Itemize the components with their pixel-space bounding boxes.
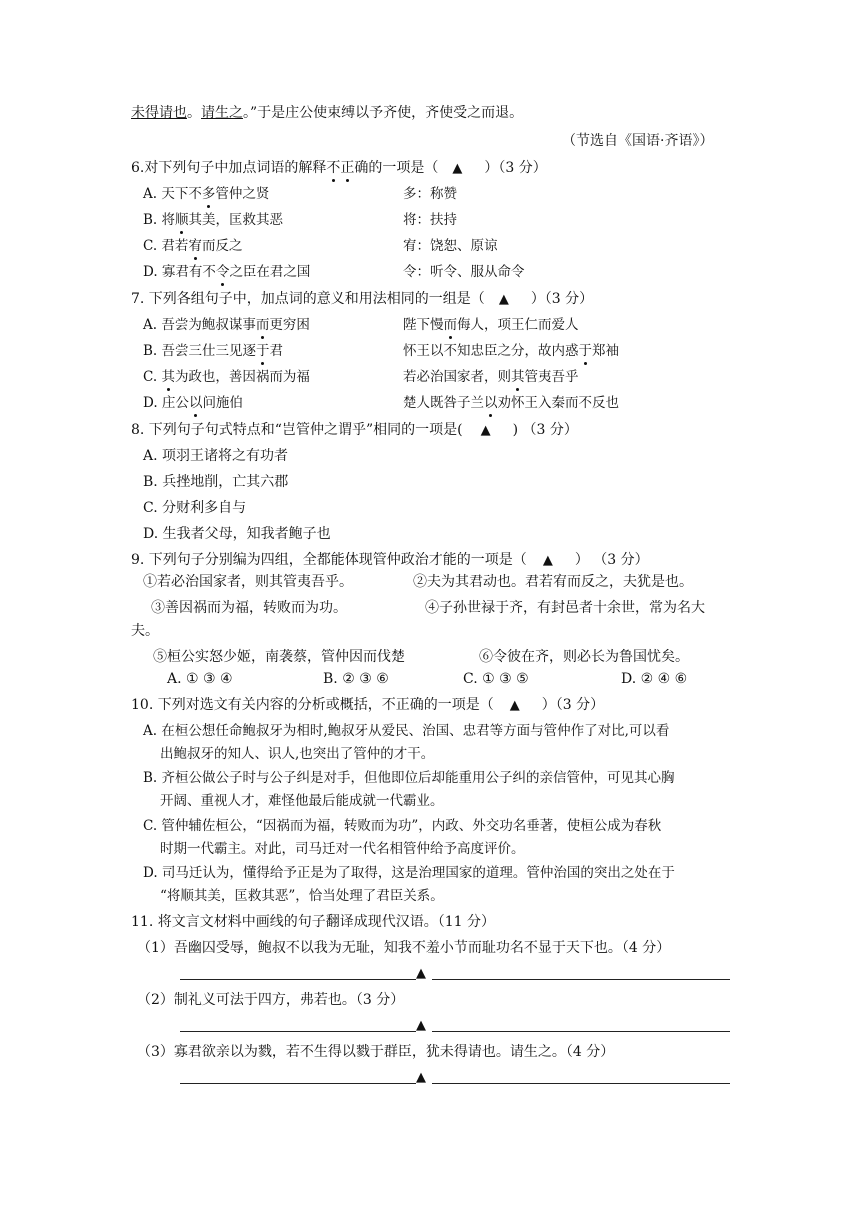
answer-triangle-icon: ▲: [542, 553, 553, 568]
option-c-line1: C. 管仲辅佐桓公，“因祸而为福，转败而为功”，内政、外交功名垂著，使桓公成为春秋: [143, 818, 662, 834]
underlined-phrase: 请生之: [201, 105, 243, 121]
option-c: C. 分财利多自与: [143, 500, 247, 516]
option-c: C. 君若宥而反之: [143, 238, 243, 254]
question-7-stem: 7. 下列各组句子中，加点词的意义和用法相同的一组是（ ▲ ）（3 分）: [131, 291, 594, 307]
sentence-2: ②夫为其君动也。君若宥而反之，夫犹是也。: [413, 574, 693, 590]
sentence-1: ①若必治国家者，则其管夷吾乎。: [143, 574, 353, 590]
option-d-line2: “将顺其美，匡救其恶”，恰当处理了君臣关系。: [160, 888, 444, 904]
translation-item-3: （3）寡君欲亲以为戮，若不生得以戮于群臣，犹未得请也。请生之。（4 分）: [137, 1044, 615, 1060]
choice-c: C. ① ③ ⑤: [463, 671, 529, 687]
answer-line-left: [180, 979, 416, 980]
question-8-stem: 8. 下列句子句式特点和“岂管仲之谓乎”相同的一项是( ▲ ) （3 分）: [131, 422, 578, 438]
answer-line-right: [432, 979, 730, 980]
underlined-phrase: 未得请也: [131, 105, 187, 121]
answer-line-right: [432, 1083, 730, 1084]
option-a-line1: A. 在桓公想任命鲍叔牙为相时,鲍叔牙从爱民、治国、忠君等方面与管仲作了对比,可以看: [143, 723, 670, 739]
sentence-4-wrap: 夫。: [131, 623, 159, 639]
sentence-4: ④子孙世禄于齐，有封邑者十余世，常为名大: [425, 600, 705, 616]
answer-triangle-icon: ▲: [452, 161, 463, 176]
sentence-6: ⑥令彼在齐，则必长为鲁国忧矣。: [479, 649, 689, 665]
translation-item-2: （2）制礼义可法于四方，弗若也。（3 分）: [137, 992, 405, 1008]
option-d: D. 生我者父母，知我者鲍子也: [143, 526, 331, 542]
answer-triangle-icon: ▲: [416, 1070, 426, 1085]
source-citation: （节选自《国语·齐语》）: [562, 133, 714, 149]
option-d: D. 寡君有不令之臣在君之国: [143, 264, 311, 280]
option-d-left: D. 庄公以问施伯: [143, 395, 243, 411]
choice-b: B. ② ③ ⑥: [323, 671, 389, 687]
question-11-stem: 11. 将文言文材料中画线的句子翻译成现代汉语。（11 分）: [131, 914, 495, 930]
gloss-b: 将：扶持: [403, 212, 457, 228]
question-10-stem: 10. 下列对选文有关内容的分析或概括，不正确的一项是（ ▲ ）（3 分）: [131, 697, 605, 713]
option-a-line2: 出鲍叔牙的知人、识人,也突出了管仲的才干。: [160, 746, 435, 762]
option-b-line2: 开阔、重视人才，难怪他最后能成就一代霸业。: [160, 793, 444, 809]
option-c-right: 若必治国家者，则其管夷吾乎: [403, 369, 579, 385]
option-b-line1: B. 齐桓公做公子时与公子纠是对手，但他即位后却能重用公子纠的亲信管仲，可见其心胸: [143, 770, 675, 786]
gloss-d: 令：听令、服从命令: [403, 264, 525, 280]
sentence-5: ⑤桓公实怒少姬，南袭蔡，管仲因而伐楚: [153, 649, 405, 665]
option-a: A. 天下不多管仲之贤: [143, 186, 270, 202]
option-a-left: A. 吾尝为鲍叔谋事而更穷困: [143, 317, 310, 333]
question-6-stem: 6.对下列句子中加点词语的解释不正确的一项是（ ▲ ）（3 分）: [131, 160, 547, 176]
sentence-3: ③善因祸而为福，转败而为功。: [151, 600, 347, 616]
option-a-right: 陛下慢而侮人，项王仁而爱人: [403, 317, 579, 333]
answer-triangle-icon: ▲: [416, 1018, 426, 1033]
answer-triangle-icon: ▲: [480, 423, 491, 438]
answer-line-left: [180, 1083, 416, 1084]
option-b: B. 兵挫地削，亡其六郡: [143, 474, 289, 490]
option-b-left: B. 吾尝三仕三见逐于君: [143, 343, 284, 359]
answer-triangle-icon: ▲: [498, 292, 509, 307]
translation-item-1: （1）吾幽囚受辱，鲍叔不以我为无耻，知我不羞小节而耻功名不显于天下也。（4 分）: [137, 940, 671, 956]
choice-a: A. ① ③ ④: [167, 671, 233, 687]
gloss-c: 宥：饶恕、原谅: [403, 238, 498, 254]
answer-triangle-icon: ▲: [509, 698, 520, 713]
option-a: A. 项羽王诸将之有功者: [143, 448, 289, 464]
option-b: B. 将顺其美，匡救其恶: [143, 212, 284, 228]
question-9-stem: 9. 下列句子分别编为四组，全都能体现管仲政治才能的一项是（ ▲ ） （3 分）: [131, 552, 649, 568]
answer-line-left: [180, 1031, 416, 1032]
option-c-left: C. 其为政也，善因祸而为福: [143, 369, 310, 385]
answer-line-right: [432, 1031, 730, 1032]
answer-triangle-icon: ▲: [416, 966, 426, 981]
choice-d: D. ② ④ ⑥: [621, 671, 688, 687]
option-b-right: 怀王以不知忠臣之分，故内惑于郑袖: [403, 343, 619, 359]
option-c-line2: 时期一代霸主。对此，司马迁对一代名相管仲给予高度评价。: [160, 841, 525, 857]
gloss-a: 多：称赞: [403, 186, 457, 202]
passage-tail: 未得请也。请生之。”于是庄公使束缚以予齐使，齐使受之而退。: [131, 105, 524, 121]
option-d-line1: D. 司马迁认为，懂得给予正是为了取得，这是治理国家的道理。管仲治国的突出之处在于: [143, 865, 675, 881]
option-d-right: 楚人既咎子兰以劝怀王入秦而不反也: [403, 395, 619, 411]
